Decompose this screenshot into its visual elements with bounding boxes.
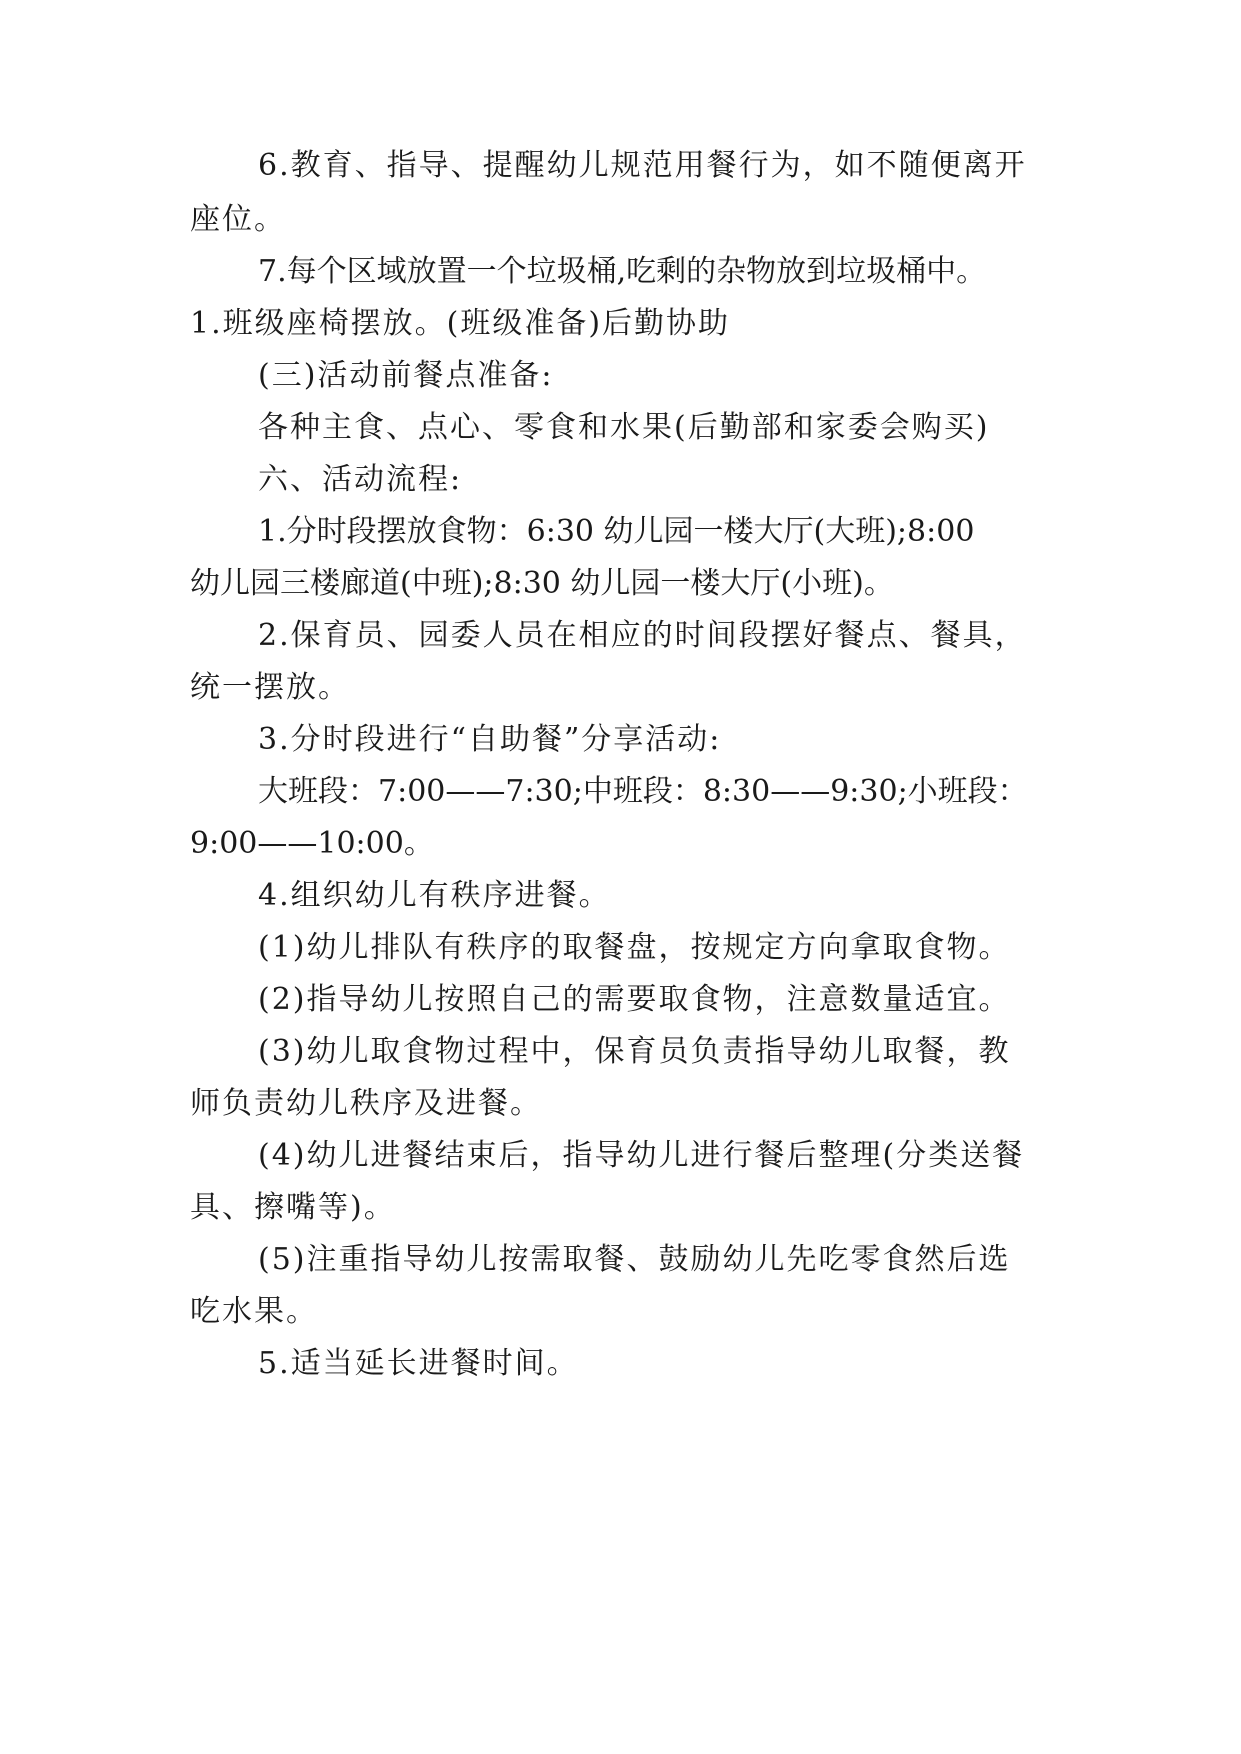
text-line: (4)幼儿进餐结束后，指导幼儿进行餐后整理(分类送餐 xyxy=(258,1138,1025,1173)
text-line: 具、擦嘴等)。 xyxy=(190,1190,396,1225)
text-line: 3.分时段进行“自助餐”分享活动: xyxy=(258,722,722,757)
text-line: (三)活动前餐点准备: xyxy=(258,358,554,393)
text-line: 吃水果。 xyxy=(190,1294,318,1329)
text-line: 6.教育、指导、提醒幼儿规范用餐行为，如不随便离开 xyxy=(258,148,1027,183)
text-line: 1.分时段摆放食物：6:30 幼儿园一楼大厅(大班);8:00 xyxy=(258,514,975,549)
text-line: 9:00——10:00。 xyxy=(190,826,434,861)
text-line: (1)幼儿排队有秩序的取餐盘，按规定方向拿取食物。 xyxy=(258,930,1011,965)
text-line: (2)指导幼儿按照自己的需要取食物，注意数量适宜。 xyxy=(258,982,1011,1017)
text-line: 六、活动流程: xyxy=(258,462,463,497)
text-line: 2.保育员、园委人员在相应的时间段摆好餐点、餐具， xyxy=(258,618,1027,653)
text-line: (5)注重指导幼儿按需取餐、鼓励幼儿先吃零食然后选 xyxy=(258,1242,1011,1277)
text-line: 座位。 xyxy=(190,202,286,237)
text-line: 师负责幼儿秩序及进餐。 xyxy=(190,1086,542,1121)
text-line: 7.每个区域放置一个垃圾桶,吃剩的杂物放到垃圾桶中。 xyxy=(258,254,987,289)
text-line: 幼儿园三楼廊道(中班);8:30 幼儿园一楼大厅(小班)。 xyxy=(190,566,894,601)
text-line: 5.适当延长进餐时间。 xyxy=(258,1346,579,1381)
text-line: 各种主食、点心、零食和水果(后勤部和家委会购买) xyxy=(258,410,990,445)
text-line: 大班段：7:00——7:30;中班段：8:30——9:30;小班段： xyxy=(258,774,1028,809)
text-line: 1.班级座椅摆放。(班级准备)后勤协助 xyxy=(190,306,731,341)
text-line: 4.组织幼儿有秩序进餐。 xyxy=(258,878,611,913)
text-line: (3)幼儿取食物过程中，保育员负责指导幼儿取餐，教 xyxy=(258,1034,1011,1069)
text-line: 统一摆放。 xyxy=(190,670,350,705)
